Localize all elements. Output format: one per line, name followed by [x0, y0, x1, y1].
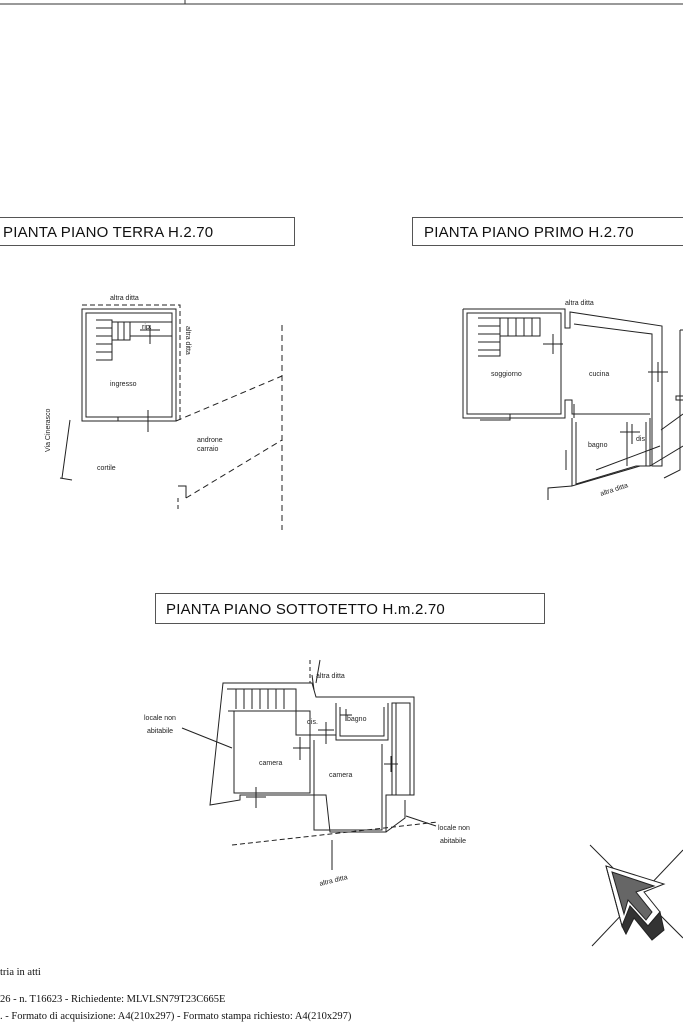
first-label-soggiorno: soggiorno	[491, 371, 522, 378]
ground-label-androne: androne	[197, 437, 223, 444]
attic-label-camera-left: camera	[259, 760, 283, 767]
first-label-altra-ditta-bottom: altra ditta	[599, 482, 630, 498]
first-label-dis: dis.	[636, 436, 647, 443]
ground-label-ingresso: ingresso	[110, 381, 137, 388]
first-label-bagno: bagno	[588, 442, 608, 449]
attic-label-bagno: bagno	[347, 716, 367, 723]
title-attic-floor: PIANTA PIANO SOTTOTETTO H.m.2.70	[155, 593, 545, 624]
first-label-cucina: cucina	[589, 371, 610, 378]
attic-label-locale-right-2: abitabile	[440, 838, 467, 845]
attic-label-locale-left-2: abitabile	[147, 728, 174, 735]
attic-label-locale-right-1: locale non	[438, 825, 470, 832]
title-first-floor: PIANTA PIANO PRIMO H.2.70	[412, 217, 683, 246]
title-ground-floor: PIANTA PIANO TERRA H.2.70	[0, 217, 295, 246]
ground-label-rip: rip.	[142, 324, 152, 331]
ground-label-altra-ditta-side: altra ditta	[184, 326, 191, 355]
attic-label-altra-ditta-top: altra ditta	[316, 673, 345, 680]
footer-line-1: tria in atti	[0, 967, 41, 978]
ground-label-cortile: cortile	[97, 465, 116, 472]
ground-label-carraio: carraio	[197, 446, 219, 453]
footer-line-2: 26 - n. T16623 - Richiedente: MLVLSN79T23C665E	[0, 994, 226, 1005]
attic-label-locale-left-1: locale non	[144, 715, 176, 722]
ground-label-altra-ditta-top: altra ditta	[110, 295, 139, 302]
attic-label-camera-right: camera	[329, 772, 353, 779]
ground-label-street: Via Cinerasco	[45, 408, 52, 452]
footer-line-3: . - Formato di acquisizione: A4(210x297) - Formato stampa richiesto: A4(210x297)	[0, 1011, 352, 1022]
attic-label-altra-ditta-bottom: altra ditta	[318, 874, 349, 888]
attic-label-dis: dis.	[307, 719, 318, 726]
first-label-altra-ditta-top: altra ditta	[565, 300, 594, 307]
